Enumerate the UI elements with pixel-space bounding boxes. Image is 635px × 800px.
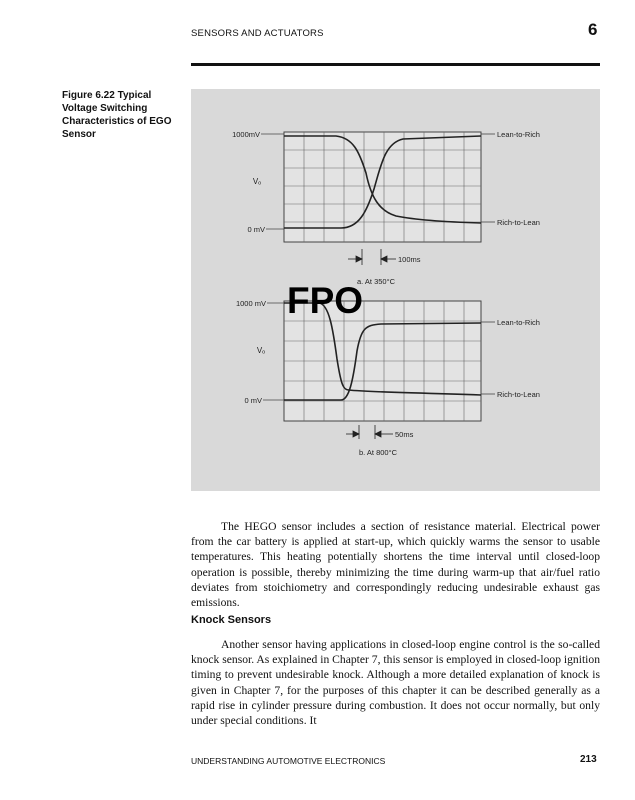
panel-a-rich-to-lean-label: Rich-to-Lean (497, 218, 540, 227)
panel-a-y-mid-label: Vₒ (252, 177, 262, 186)
panel-b-y-mid-label: Vₒ (256, 346, 266, 355)
fpo-placeholder: FPO (287, 280, 364, 321)
panel-b-subcaption: b. At 800°C (359, 448, 398, 457)
running-footer-title: UNDERSTANDING AUTOMOTIVE ELECTRONICS (191, 756, 386, 766)
body-paragraph-2 (191, 637, 600, 728)
panel-a-subcaption: a. At 350°C (357, 277, 396, 286)
page-number: 213 (580, 754, 597, 765)
section-heading-knock-sensors: Knock Sensors (191, 614, 272, 626)
panel-b-lean-to-rich-label: Lean-to-Rich (497, 318, 540, 327)
chapter-number: 6 (588, 20, 598, 39)
body-paragraph-1 (191, 519, 600, 610)
panel-b-y-bottom-label: 0 mV (244, 396, 262, 405)
running-header-title: SENSORS AND ACTUATORS (191, 28, 324, 39)
panel-a-y-top-label: 1000mV (232, 130, 260, 139)
paragraph-text: The HEGO sensor includes a section of resistance material. Electrical power from the car battery is applied at start-up, which quickly warms the sensor to usable temperatures. This heating potentially shortens the time interval until closed-loop operation is possible, thereby minimizing the time during warm-up that air/fuel ratio deviates from stoichiometry and correspondingly reducing undesirable exhaust gas emissions. (191, 520, 600, 610)
panel-b-y-top-label: 1000 mV (235, 299, 266, 308)
panel-b-time-interval: 50ms (395, 430, 414, 439)
panel-a-time-interval: 100ms (398, 255, 421, 264)
panel-a-y-bottom-label: 0 mV (247, 225, 265, 234)
figure-caption: Figure 6.22 Typical Voltage Switching Characteristics of EGO Sensor (62, 90, 172, 140)
paragraph-text: Another sensor having applications in closed-loop engine control is the so-called knock sensor. As explained in Chapter 7, this sensor is employed in closed-loop ignition timing to prevent undesirable knock. Although a more detailed explanation of knock is given in Chapter 7, for the purposes of this chapter it can be described generally as a rapid rise in cylinder pressure during combustion. It does not occur normally, but only under special conditions. It (191, 638, 600, 728)
header-rule (191, 63, 600, 66)
panel-b-rich-to-lean-label: Rich-to-Lean (497, 390, 540, 399)
figure-6-22 (191, 89, 600, 491)
panel-a-lean-to-rich-label: Lean-to-Rich (497, 130, 540, 139)
